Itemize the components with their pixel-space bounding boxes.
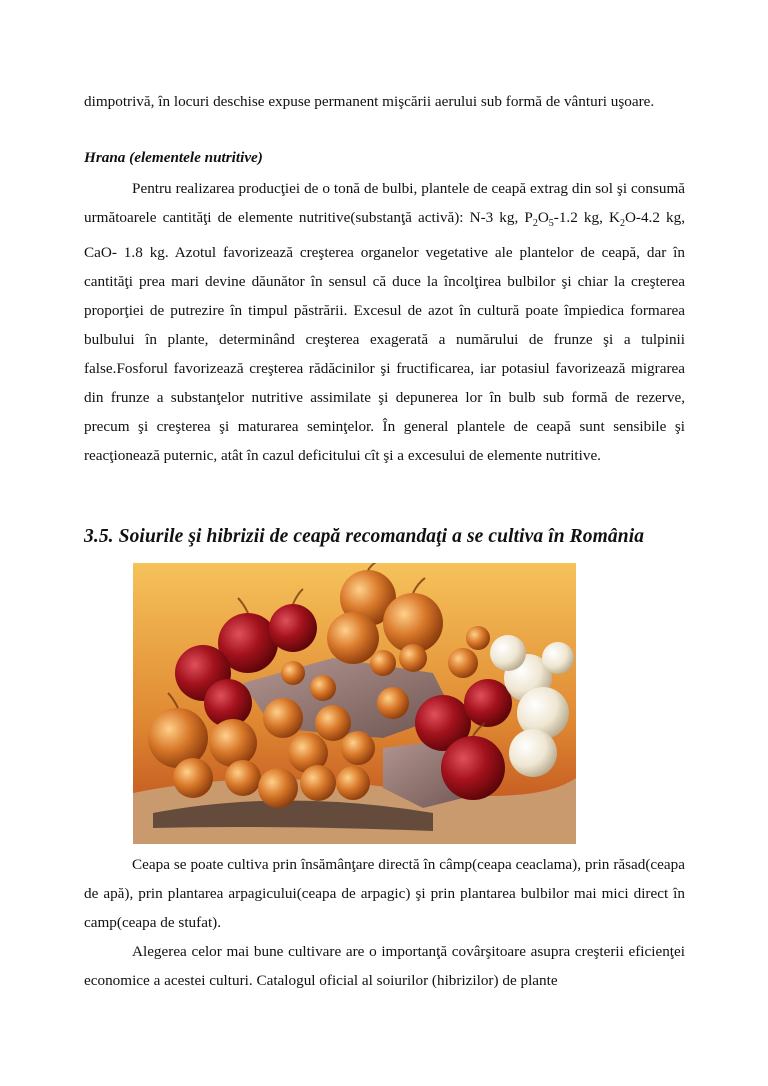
nutrients-text-intro: Pentru realizarea producţiei de o tonă de bulbi, plantele de ceapă extrag din sol şi consumă următoarele cantităţi de elemente nutritive(substanţă activă): N-3 kg, P — [84, 180, 685, 226]
subscript-p2: 2 — [532, 218, 538, 230]
paragraph-wind-text: dimpotrivă, în locuri deschise expuse permanent mişcării aerului sub formă de vânturi uşoare. — [84, 93, 655, 110]
paragraph-cultivation — [84, 850, 685, 937]
subscript-k2: 2 — [619, 218, 625, 230]
paragraph-cultivars — [84, 937, 685, 995]
nutrients-text-mid: -1.2 kg, K — [553, 209, 620, 226]
paragraph-nutrients — [84, 174, 685, 470]
onions-photo — [133, 563, 576, 844]
cultivars-text: Alegerea celor mai bune cultivare are o importanţă covârşitoare asupra creşterii eficienţei economice a acestei culturi. Catalogul oficial al soiurilor (hibrizilor) de plante — [84, 943, 685, 989]
nutrients-text-rest: O-4.2 kg, CaO- 1.8 kg. Azotul favorizează creşterea organelor vegetative ale plantelor de ceapă, dar în cantităţi prea mari devine dăunător în sensul că duce la încolţirea bulbilor şi chiar la creşterea proporţiei de putrezire în timpul păstrării. Excesul de azot în cultură poate împiedica formarea bulbului în plante, determinând creşterea exagerată a numărului de frunze şi a tulpinii false.Fosforul favorizează creşterea rădăcinilor şi fructificarea, iar potasiul favorizează migrarea din frunze a substanţelor nutritive assimilate şi depunerea lor în bulb sub formă de rezerve, precum şi creşterea şi maturarea seminţelor. În general plantele de ceapă sunt sensibile şi reacţionează puternic, atât în cazul deficitului cît şi a excesului de elemente nutritive. — [84, 209, 686, 465]
cultivation-text: Ceapa se poate cultiva prin însămânţare directă în câmp(ceapa ceaclama), prin răsad(ceapa de apă), prin plantarea arpagicului(ceapa de arpagic) şi prin plantarea bulbilor mai mici direct în camp(ceapa de stufat). — [84, 856, 685, 931]
section-title: 3.5. Soiurile şi hibrizii de ceapă recomandaţi a se cultiva în România — [84, 526, 645, 547]
formula-o: O — [537, 209, 549, 226]
subscript-o5: 5 — [548, 218, 554, 230]
subheading-nutrition: Hrana (elementele nutritive) — [84, 149, 263, 166]
paragraph-wind — [84, 87, 685, 116]
onions-photo-drawing — [133, 563, 576, 844]
